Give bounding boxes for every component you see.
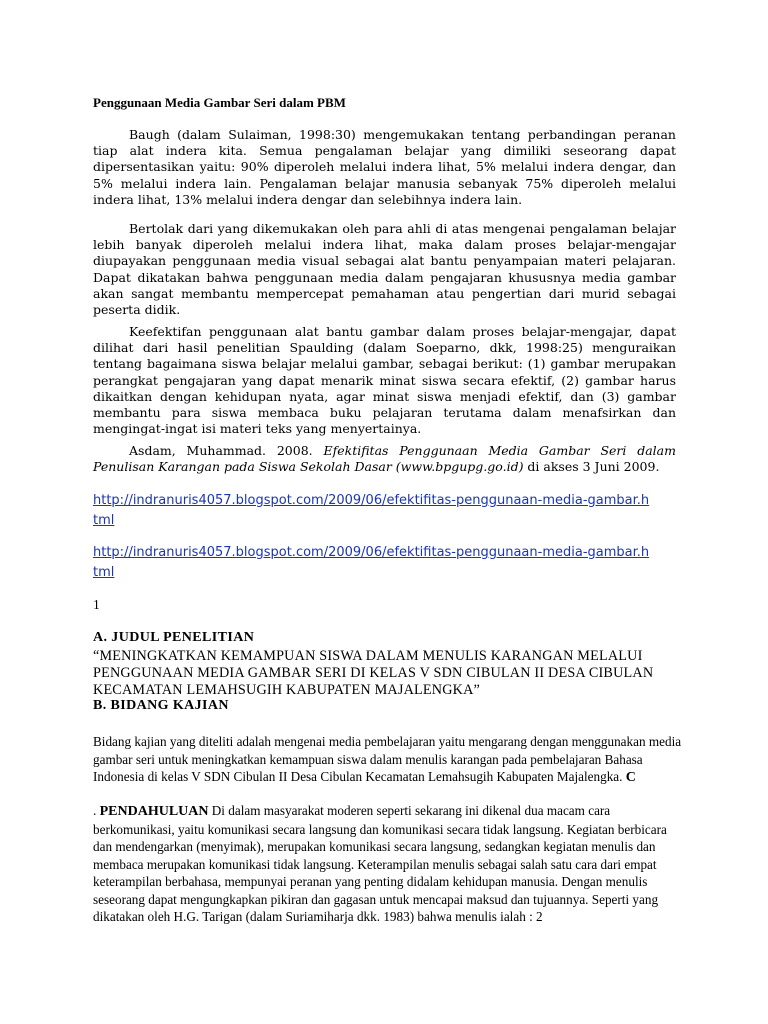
section-b-heading: B. BIDANG KAJIAN bbox=[93, 698, 229, 713]
section-c-prefix: . bbox=[93, 803, 100, 818]
section-b-text: Bidang kajian yang diteliti adalah mengenai media pembelajaran yaitu mengarang dengan menggunakan media gambar seri untuk meningkatkan kemampuan siswa dalam menulis karangan pada pembelajaran Bahasa Indonesia di kelas V SDN Cibulan II Desa Cibulan Kecamatan Lemahsugih Kabupaten Majalengka. bbox=[93, 734, 682, 784]
section-c-letter: C bbox=[625, 770, 636, 785]
section-c-heading: PENDAHULUAN bbox=[99, 804, 209, 819]
reference-work: Efektifitas Penggunaan Media Gambar Seri dalam Penulisan Karangan pada Siswa Sekolah Dasar (www.bpgupg.go.id) bbox=[93, 443, 676, 475]
paragraph-text: Keefektifan penggunaan alat bantu gambar dalam proses belajar-mengajar, dapat dilihat dari hasil penelitian Spaulding (dalam Soeparno, dkk, 1998:25) menguraikan tentang bagaimana siswa belajar melalui gambar, sebagai berikut: (1) gambar merupakan perangkat pengajaran yang dapat menarik minat siswa secara efektif, (2) gambar harus dikaitkan dengan kehidupan nyata, agar minat siswa menjadi efektif, dan (3) gambar membantu para siswa membaca buku pelajaran terutama dalam menafsirkan dan mengingat-ingat isi materi teks yang menyertainya. bbox=[93, 324, 676, 437]
section-c-body bbox=[93, 802, 683, 926]
paragraph-text: Baugh (dalam Sulaiman, 1998:30) mengemukakan tentang perbandingan peranan tiap alat indera kita. Semua pengalaman belajar yang dimiliki seseorang dapat dipersentasikan yaitu: 90% diperoleh melalui indera lihat, 5% melalui indera dengar, dan 5% melalui indera lain. Pengalaman belajar manusia sebanyak 75% diperoleh melalui indera lihat, 13% melalui indera dengar dan selebihnya indera lain. bbox=[93, 127, 676, 207]
paragraph-keefektifan bbox=[93, 324, 676, 437]
section-c-text: Di dalam masyarakat moderen seperti sekarang ini dikenal dua macam cara berkomunikasi, yaitu komunikasi secara langsung dan komunikasi secara tidak langsung. Kegiatan berbicara dan mendengarkan (menyimak), merupakan komunikasi secara langsung, sedangkan kegiatan menulis dan membaca merupakan komunikasi tidak langsung. Keterampilan menulis sebagai salah satu cara dari empat keterampilan berbahasa, mempunyai peranan yang penting didalam kehidupan manusia. Dengan menulis seseorang dapat mengungkapkan pikiran dan gagasan untuk mencapai maksud dan tujuannya. Seperti yang dikatakan oleh H.G. Tarigan (dalam Suriamiharja dkk. 1983) bahwa menulis ialah : 2 bbox=[93, 803, 667, 924]
research-title: “MENINGKATKAN KEMAMPUAN SISWA DALAM MENULIS KARANGAN MELALUI PENGGUNAAN MEDIA GAMBAR SERI DI KELAS V SDN CIBULAN II DESA CIBULAN KECAMATAN LEMAHSUGIH KABUPATEN MAJALENGKA” bbox=[93, 648, 654, 698]
blog-link-2[interactable]: http://indranuris4057.blogspot.com/2009/06/efektifitas-penggunaan-media-gambar.html bbox=[93, 545, 650, 580]
paragraph-text: Bertolak dari yang dikemukakan oleh para ahli di atas mengenai pengalaman belajar lebih banyak diperoleh melalui indera lihat, maka dalam proses belajar-mengajar diupayakan penggunaan media visual sebagai alat bantu penyampaian materi pelajaran. Dapat dikatakan bahwa penggunaan media dalam pengajaran khususnya media gambar akan sangat membantu mempercepat pemahaman atau pengertian dari murid sebagai peserta didik. bbox=[93, 221, 676, 318]
paragraph-bertolak bbox=[93, 221, 676, 318]
reference-author: Asdam, Muhammad. 2008. bbox=[129, 443, 324, 458]
page-title: Penggunaan Media Gambar Seri dalam PBM bbox=[93, 95, 346, 110]
page-number: 1 bbox=[93, 597, 100, 612]
blog-link-1[interactable]: http://indranuris4057.blogspot.com/2009/06/efektifitas-penggunaan-media-gambar.html bbox=[93, 493, 650, 528]
paragraph-baugh bbox=[93, 127, 676, 208]
section-b-body bbox=[93, 733, 683, 787]
reference-access: di akses 3 Juni 2009. bbox=[523, 459, 660, 475]
reference-citation bbox=[93, 443, 676, 475]
section-a-heading: A. JUDUL PENELITIAN bbox=[93, 630, 255, 645]
